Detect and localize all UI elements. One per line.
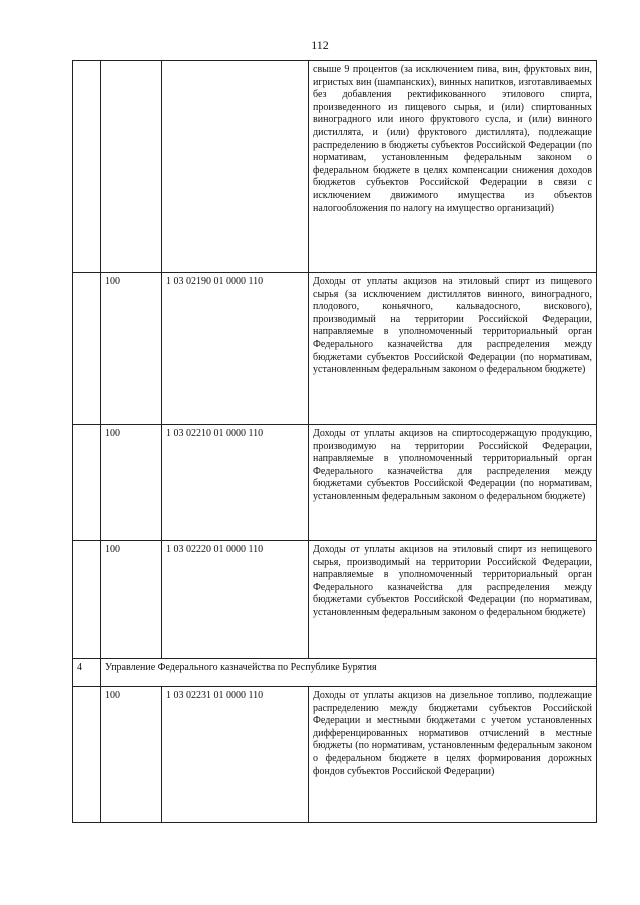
table-row: [73, 687, 597, 823]
row-number: [73, 541, 101, 659]
budget-classification-code: 1 03 02231 01 0000 110: [162, 687, 309, 823]
row-number: [73, 687, 101, 823]
budget-classification-code: [162, 61, 309, 273]
table-row: [73, 61, 597, 273]
table-row: [73, 273, 597, 425]
section-title: Управление Федерального казначейства по Республике Бурятия: [101, 659, 597, 687]
section-row: [73, 659, 597, 687]
revenue-table: [72, 60, 597, 823]
budget-classification-code: 1 03 02210 01 0000 110: [162, 425, 309, 541]
budget-classification-code: 1 03 02220 01 0000 110: [162, 541, 309, 659]
revenue-description: Доходы от уплаты акцизов на спиртосодержащую продукцию, производимую на территории Российской Федерации, направляемые в уполномоченный территориальный орган Федерального казначейства для распределения между бюджетами субъектов Российской Федерации (по нормативам, установленным федеральным законом о федеральном бюджете): [309, 425, 597, 541]
admin-code: 100: [101, 273, 162, 425]
table-row: [73, 425, 597, 541]
revenue-description: Доходы от уплаты акцизов на дизельное топливо, подлежащие распределению между бюджетами субъектов Российской Федерации и местными бюджетами с учетом установленных дифференцированных нормативов отчислений в местные бюджеты (по нормативам, установленным федеральным законом о федеральном бюджете в целях формирования дорожных фондов субъектов Российской Федерации): [309, 687, 597, 823]
table-row: [73, 541, 597, 659]
section-number: 4: [73, 659, 101, 687]
budget-classification-code: 1 03 02190 01 0000 110: [162, 273, 309, 425]
admin-code: 100: [101, 425, 162, 541]
admin-code: 100: [101, 541, 162, 659]
admin-code: 100: [101, 687, 162, 823]
row-number: [73, 61, 101, 273]
row-number: [73, 425, 101, 541]
page-number: 112: [311, 38, 329, 52]
revenue-description: Доходы от уплаты акцизов на этиловый спирт из пищевого сырья (за исключением дистиллятов винного, виноградного, плодового, коньячного, кальвадосного, вискового), производимый на территории Российской Федерации, направляемые в уполномоченный территориальный орган Федерального казначейства для распределения между бюджетами субъектов Российской Федерации (по нормативам, установленным федеральным законом о федеральном бюджете): [309, 273, 597, 425]
row-number: [73, 273, 101, 425]
revenue-description: свыше 9 процентов (за исключением пива, вин, фруктовых вин, игристых вин (шампанских), винных напитков, изготавливаемых без добавления ректификованного этилового спирта, произведенного из пищевого сырья, и (или) спиртованных виноградного или иного фруктового сусла, и (или) винного дистиллята, и (или) фруктового дистиллята), подлежащие распределению в бюджеты субъектов Российской Федерации (по нормативам, установленным федеральным законом о федеральном бюджете в целях компенсации снижения доходов бюджетов субъектов Российской Федерации в связи с исключением движимого имущества из объектов налогообложения по налогу на имущество организаций): [309, 61, 597, 273]
revenue-description: Доходы от уплаты акцизов на этиловый спирт из непищевого сырья, производимый на территории Российской Федерации, направляемые в уполномоченный территориальный орган Федерального казначейства для распределения между бюджетами субъектов Российской Федерации (по нормативам, установленным федеральным законом о федеральном бюджете): [309, 541, 597, 659]
admin-code: [101, 61, 162, 273]
